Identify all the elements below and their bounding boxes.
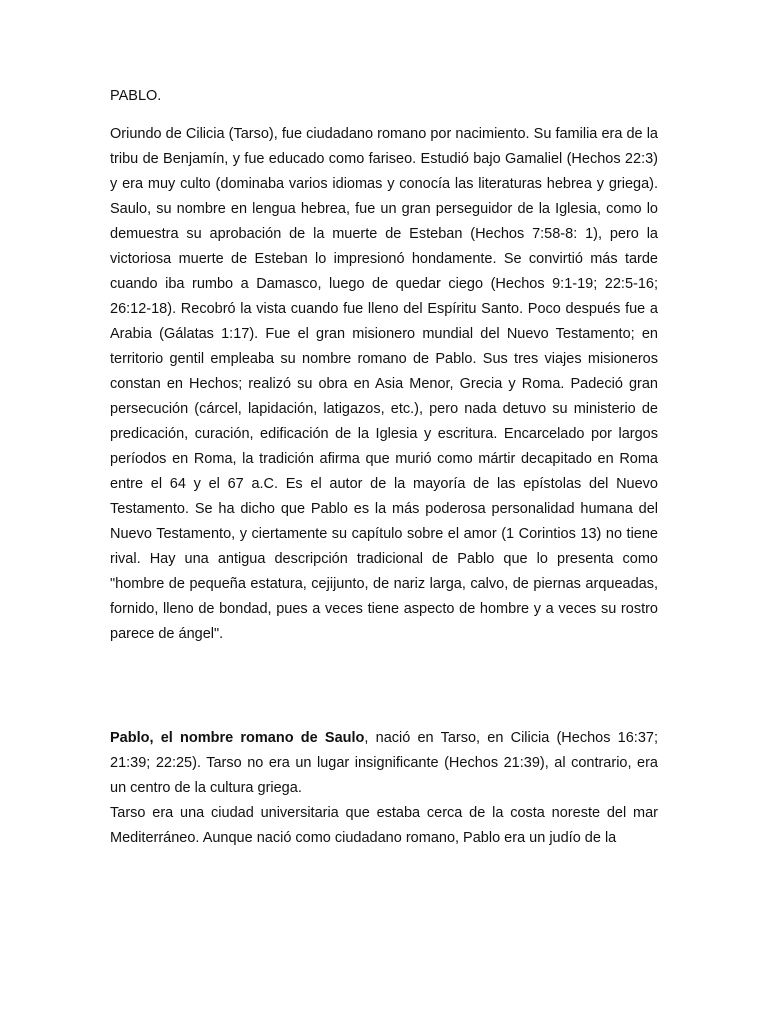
section-gap (110, 647, 658, 726)
paragraph-3: Tarso era una ciudad universitaria que estaba cerca de la costa noreste del mar Mediterráneo. Aunque nació como ciudadano romano, Pablo era un judío de la (110, 805, 658, 846)
paragraph-1: Oriundo de Cilicia (Tarso), fue ciudadano romano por nacimiento. Su familia era de la tribu de Benjamín, y fue educado como fariseo. Estudió bajo Gamaliel (Hechos 22:3) y era muy culto (dominaba varios idiomas y conocía las literaturas hebrea y griega). Saulo, su nombre en lengua hebrea, fue un gran perseguidor de la Iglesia, como lo demuestra su aprobación de la muerte de Esteban (Hechos 7:58-8: 1), pero la victoriosa muerte de Esteban lo impresionó hondamente. Se convirtió más tarde cuando iba rumbo a Damasco, luego de quedar ciego (Hechos 9:1-19; 22:5-16; 26:12-18). Recobró la vista cuando fue lleno del Espíritu Santo. Poco después fue a Arabia (Gálatas 1:17). Fue el gran misionero mundial del Nuevo Testamento; en territorio gentil empleaba su nombre romano de Pablo. Sus tres viajes misioneros constan en Hechos; realizó su obra en Asia Menor, Grecia y Roma. Padeció gran persecución (cárcel, lapidación, latigazos, etc.), pero nada detuvo su ministerio de predicación, curación, edificación de la Iglesia y escritura. Encarcelado por largos períodos en Roma, la tradición afirma que murió como mártir decapitado en Roma entre el 64 y el 67 a.C. Es el autor de la mayoría de las epístolas del Nuevo Testamento. Se ha dicho que Pablo es la más poderosa personalidad humana del Nuevo Testamento, y ciertamente su capítulo sobre el amor (1 Corintios 13) no tiene rival. Hay una antigua descripción tradicional de Pablo que lo presenta como "hombre de pequeña estatura, cejijunto, de nariz larga, calvo, de piernas arqueadas, fornido, lleno de bondad, pues a veces tiene aspecto de hombre y a veces su rostro parece de ángel". (110, 126, 658, 642)
document-page (110, 84, 658, 851)
paragraph-2 (110, 726, 658, 801)
paragraph-2-rest: , nació en Tarso, en Cilicia (Hechos 16:37; 21:39; 22:25). Tarso no era un lugar insignificante (Hechos 21:39), al contrario, era un centro de la cultura griega. (110, 730, 658, 796)
document-title: PABLO. (110, 88, 162, 104)
paragraph-2-lead: Pablo, el nombre romano de Saulo (110, 730, 365, 746)
